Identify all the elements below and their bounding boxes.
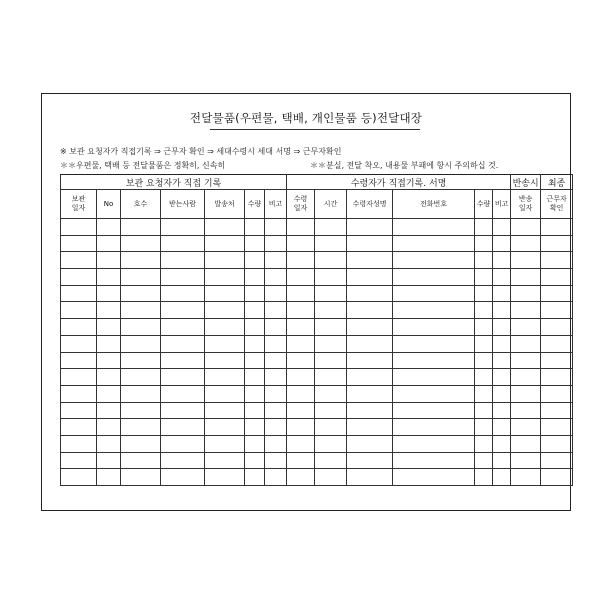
ledger-cell [205,419,245,436]
ledger-row [61,335,573,352]
ledger-cell [315,269,347,286]
ledger-cell [511,269,541,286]
ledger-cell [287,435,315,452]
ledger-cell [97,435,121,452]
ledger-cell [161,269,205,286]
ledger-cell [511,352,541,369]
ledger-cell [493,269,511,286]
ledger-cell [245,419,265,436]
ledger-body [61,219,573,486]
col-time: 시간 [315,190,347,219]
group-final-header: 최종 [541,175,573,190]
ledger-cell [393,269,475,286]
ledger-cell [393,302,475,319]
ledger-cell [541,352,573,369]
ledger-cell [315,319,347,336]
ledger-cell [245,369,265,386]
ledger-cell [61,385,97,402]
ledger-cell [287,469,315,486]
col-remarks: 비고 [265,190,287,219]
col-receiver-name: 수령자성명 [347,190,393,219]
ledger-cell [265,469,287,486]
ledger-cell [205,402,245,419]
ledger-cell [205,219,245,236]
ledger-cell [161,319,205,336]
ledger-cell [315,219,347,236]
ledger-cell [287,452,315,469]
ledger-cell [315,385,347,402]
ledger-cell [161,469,205,486]
ledger-cell [347,419,393,436]
ledger-cell [475,385,493,402]
ledger-cell [265,285,287,302]
ledger-cell [121,302,161,319]
col-unit: 호수 [121,190,161,219]
ledger-row [61,235,573,252]
ledger-cell [347,302,393,319]
ledger-cell [61,219,97,236]
ledger-cell [121,452,161,469]
ledger-cell [541,369,573,386]
ledger-cell [541,219,573,236]
ledger-cell [475,452,493,469]
ledger-cell [97,469,121,486]
ledger-cell [121,352,161,369]
ledger-cell [475,435,493,452]
ledger-cell [61,352,97,369]
col-recipient: 받는사람 [161,190,205,219]
ledger-cell [205,335,245,352]
ledger-cell [541,385,573,402]
ledger-cell [287,235,315,252]
ledger-cell [475,285,493,302]
col-sender: 발송처 [205,190,245,219]
ledger-row [61,469,573,486]
ledger-cell [97,252,121,269]
ledger-cell [205,235,245,252]
ledger-cell [511,319,541,336]
ledger-cell [511,369,541,386]
ledger-cell [393,319,475,336]
ledger-cell [511,235,541,252]
ledger-cell [475,352,493,369]
ledger-cell [97,335,121,352]
ledger-cell [475,469,493,486]
ledger-row [61,369,573,386]
ledger-cell [245,385,265,402]
ledger-cell [511,452,541,469]
ledger-row [61,269,573,286]
ledger-cell [205,369,245,386]
ledger-cell [245,352,265,369]
ledger-row [61,252,573,269]
ledger-cell [541,319,573,336]
ledger-cell [493,402,511,419]
ledger-cell [511,402,541,419]
ledger-cell [475,269,493,286]
ledger-cell [347,352,393,369]
ledger-cell [347,402,393,419]
ledger-cell [511,285,541,302]
column-header-row [61,190,573,219]
ledger-cell [493,352,511,369]
col-return-date: 반송 일자 [511,190,541,219]
ledger-cell [61,269,97,286]
form-title: 전달물품(우편물, 택배, 개인물품 등)전달대장 [189,111,423,125]
procedure-note: ※ 보관 요청자가 직접기록 ⇒ 근무자 확인 ⇒ 세대수령시 세대 서명 ⇒ 근무자확인 [60,147,342,156]
ledger-cell [493,419,511,436]
ledger-cell [287,269,315,286]
ledger-cell [493,385,511,402]
ledger-cell [205,385,245,402]
col-receive-date: 수령 일자 [287,190,315,219]
ledger-cell [287,385,315,402]
ledger-cell [315,352,347,369]
ledger-cell [265,319,287,336]
ledger-cell [511,435,541,452]
ledger-cell [265,419,287,436]
ledger-cell [511,419,541,436]
ledger-cell [61,302,97,319]
ledger-cell [61,335,97,352]
ledger-cell [287,285,315,302]
ledger-cell [287,219,315,236]
ledger-cell [475,335,493,352]
title-underline [210,129,420,130]
ledger-cell [161,385,205,402]
ledger-cell [315,252,347,269]
ledger-cell [161,285,205,302]
ledger-cell [161,435,205,452]
ledger-cell [61,285,97,302]
col-no: No [97,190,121,219]
ledger-cell [205,319,245,336]
ledger-cell [511,385,541,402]
ledger-cell [511,469,541,486]
ledger-cell [511,335,541,352]
ledger-cell [287,402,315,419]
col-receive-remarks: 비고 [493,190,511,219]
ledger-cell [475,235,493,252]
ledger-cell [245,285,265,302]
ledger-cell [61,435,97,452]
ledger-row [61,319,573,336]
ledger-cell [161,219,205,236]
ledger-cell [393,219,475,236]
ledger-cell [265,352,287,369]
ledger-cell [97,402,121,419]
ledger-cell [121,419,161,436]
ledger-cell [121,219,161,236]
ledger-cell [245,469,265,486]
ledger-cell [161,352,205,369]
ledger-cell [205,435,245,452]
ledger-cell [61,319,97,336]
ledger-cell [475,402,493,419]
ledger-cell [493,252,511,269]
col-quantity: 수량 [245,190,265,219]
ledger-cell [393,369,475,386]
ledger-row [61,402,573,419]
ledger-cell [265,385,287,402]
ledger-cell [347,235,393,252]
group-receiver-header: 수령자가 직접기록. 서명 [287,175,511,190]
ledger-cell [541,469,573,486]
ledger-cell [245,302,265,319]
ledger-row [61,352,573,369]
ledger-row [61,285,573,302]
col-storage-date: 보관 일자 [61,190,97,219]
ledger-cell [493,235,511,252]
ledger-cell [347,252,393,269]
ledger-cell [205,302,245,319]
ledger-cell [265,402,287,419]
ledger-cell [265,452,287,469]
ledger-cell [511,252,541,269]
ledger-cell [511,219,541,236]
ledger-cell [61,402,97,419]
ledger-cell [265,435,287,452]
ledger-cell [393,402,475,419]
ledger-cell [245,219,265,236]
ledger-cell [287,352,315,369]
ledger-cell [393,352,475,369]
ledger-cell [97,385,121,402]
ledger-cell [97,285,121,302]
ledger-cell [97,219,121,236]
ledger-row [61,302,573,319]
ledger-cell [493,435,511,452]
delivery-ledger-table [60,174,573,486]
ledger-cell [315,285,347,302]
ledger-cell [347,319,393,336]
ledger-cell [475,369,493,386]
ledger-cell [265,302,287,319]
ledger-cell [347,452,393,469]
ledger-cell [61,469,97,486]
ledger-cell [393,419,475,436]
ledger-cell [541,435,573,452]
ledger-cell [393,452,475,469]
ledger-cell [475,319,493,336]
ledger-cell [393,469,475,486]
caution-note-left: ＊＊우편물, 택배 등 전달물품은 정확히, 신속히 [60,161,226,170]
ledger-cell [61,419,97,436]
ledger-cell [287,302,315,319]
ledger-cell [493,452,511,469]
ledger-cell [493,469,511,486]
ledger-cell [393,435,475,452]
ledger-cell [541,285,573,302]
ledger-cell [205,452,245,469]
ledger-cell [541,402,573,419]
ledger-cell [161,235,205,252]
ledger-cell [315,452,347,469]
ledger-cell [245,435,265,452]
ledger-cell [97,235,121,252]
ledger-cell [97,452,121,469]
ledger-cell [541,269,573,286]
ledger-cell [265,235,287,252]
ledger-row [61,419,573,436]
ledger-cell [161,335,205,352]
ledger-cell [493,302,511,319]
ledger-cell [121,385,161,402]
col-receive-quantity: 수량 [475,190,493,219]
ledger-cell [393,285,475,302]
ledger-cell [61,252,97,269]
ledger-cell [61,235,97,252]
ledger-cell [287,369,315,386]
ledger-cell [265,219,287,236]
ledger-cell [245,402,265,419]
ledger-cell [493,335,511,352]
ledger-cell [245,269,265,286]
ledger-cell [475,219,493,236]
ledger-cell [97,319,121,336]
ledger-cell [315,469,347,486]
ledger-cell [315,402,347,419]
col-phone: 전화번호 [393,190,475,219]
ledger-cell [245,235,265,252]
ledger-cell [97,369,121,386]
ledger-cell [245,452,265,469]
ledger-cell [315,302,347,319]
ledger-cell [97,302,121,319]
ledger-cell [97,419,121,436]
ledger-cell [265,252,287,269]
ledger-cell [205,285,245,302]
ledger-cell [315,369,347,386]
ledger-cell [493,285,511,302]
group-storage-header: 보관 요청자가 직접 기록 [61,175,287,190]
ledger-cell [475,419,493,436]
ledger-cell [121,252,161,269]
ledger-cell [541,335,573,352]
ledger-sheet [41,93,571,511]
ledger-cell [121,335,161,352]
ledger-cell [245,252,265,269]
ledger-cell [347,219,393,236]
ledger-cell [541,452,573,469]
ledger-cell [347,435,393,452]
group-return-header: 반송시 [511,175,541,190]
ledger-cell [541,302,573,319]
ledger-cell [61,369,97,386]
ledger-cell [265,335,287,352]
ledger-cell [493,319,511,336]
ledger-cell [347,369,393,386]
ledger-cell [287,319,315,336]
ledger-cell [493,219,511,236]
ledger-cell [475,252,493,269]
ledger-cell [161,402,205,419]
ledger-cell [347,335,393,352]
ledger-cell [347,469,393,486]
ledger-cell [205,352,245,369]
ledger-cell [287,419,315,436]
ledger-cell [541,419,573,436]
ledger-cell [245,335,265,352]
ledger-cell [121,269,161,286]
ledger-cell [121,369,161,386]
ledger-cell [541,235,573,252]
ledger-row [61,385,573,402]
ledger-cell [121,235,161,252]
ledger-cell [287,252,315,269]
ledger-cell [161,452,205,469]
ledger-cell [315,419,347,436]
ledger-cell [287,335,315,352]
ledger-cell [97,269,121,286]
ledger-cell [121,402,161,419]
ledger-cell [97,352,121,369]
ledger-cell [315,235,347,252]
ledger-cell [315,335,347,352]
ledger-cell [347,285,393,302]
ledger-cell [61,452,97,469]
caution-note-right: ＊＊분실, 전달 착오, 내용물 부패에 항시 주의하십 것. [310,161,499,170]
ledger-cell [205,252,245,269]
ledger-cell [161,302,205,319]
ledger-cell [541,252,573,269]
ledger-cell [493,369,511,386]
ledger-cell [121,319,161,336]
ledger-row [61,219,573,236]
ledger-cell [393,335,475,352]
ledger-row [61,452,573,469]
ledger-cell [161,252,205,269]
ledger-cell [205,469,245,486]
ledger-row [61,435,573,452]
ledger-cell [121,285,161,302]
ledger-cell [205,269,245,286]
group-header-row [61,175,573,190]
ledger-cell [393,235,475,252]
ledger-cell [161,419,205,436]
col-staff-confirm: 근무자 확인 [541,190,573,219]
ledger-cell [315,435,347,452]
ledger-cell [265,269,287,286]
ledger-cell [347,385,393,402]
ledger-cell [511,302,541,319]
ledger-cell [265,369,287,386]
ledger-cell [393,252,475,269]
ledger-cell [393,385,475,402]
ledger-cell [347,269,393,286]
ledger-cell [161,369,205,386]
ledger-cell [245,319,265,336]
ledger-cell [121,435,161,452]
ledger-cell [475,302,493,319]
ledger-cell [121,469,161,486]
